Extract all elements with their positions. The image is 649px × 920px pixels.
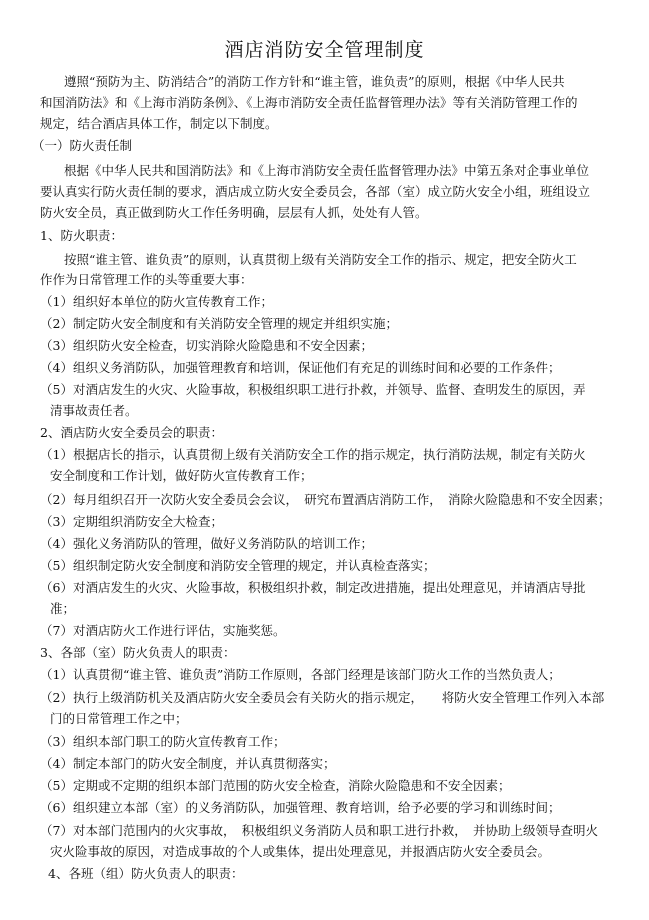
subsection-heading: 1、防火职责：: [40, 228, 123, 243]
list-item: （2）执行上级消防机关及酒店防火安全委员会有关防火的指示规定， 将防火安全管理工作列入本部: [40, 690, 605, 705]
list-item: （6）组织建立本部（室）的义务消防队，加强管理、教育培训，给予必要的学习和训练时间；: [40, 800, 561, 815]
list-item-continuation: 灾火险事故的原因，对造成事故的个人或集体，提出处理意见，并报酒店防火安全委员会。: [50, 844, 551, 859]
intro-line: 规定，结合酒店具体工作，制定以下制度。: [40, 116, 278, 131]
section-paragraph-line: 要认真实行防火责任制的要求，酒店成立防火安全委员会，各部（室）成立防火安全小组，班组设立: [40, 184, 591, 199]
paragraph-line: 作作为日常管理工作的头等重要大事：: [40, 272, 253, 287]
list-item-continuation: 准；: [50, 601, 76, 616]
list-item: （2）每月组织召开一次防火安全委员会会议， 研究布置酒店消防工作， 消除火险隐患和不安全因素；: [40, 492, 611, 507]
page-title: 酒店消防安全管理制度: [224, 39, 425, 61]
list-item: （1）组织好本单位的防火宣传教育工作；: [40, 294, 273, 309]
list-item-continuation: 清事故责任者。: [50, 403, 138, 418]
intro-line: 和国消防法》和《上海市消防条例》、《上海市消防安全责任监督管理办法》等有关消防管理工作的: [40, 95, 578, 110]
list-item-continuation: 安全制度和工作计划，做好防火宣传教育工作；: [50, 468, 313, 483]
section-heading: （一）防火责任制: [32, 138, 133, 153]
list-item: （4）强化义务消防队的管理，做好义务消防队的培训工作；: [40, 536, 373, 551]
list-item-continuation: 门的日常管理工作之中；: [50, 711, 188, 726]
list-item: （7）对本部门范围内的火灾事故， 积极组织义务消防人员和职工进行扑救， 并协助上级领导查明火: [40, 823, 598, 838]
list-item: （5）定期或不定期的组织本部门范围的防火安全检查，消除火险隐患和不安全因素；: [40, 778, 511, 793]
list-item: （1）根据店长的指示，认真贯彻上级有关消防安全工作的指示规定，执行消防法规，制定有关防火: [40, 447, 586, 462]
paragraph-line: 按照“谁主管、谁负责”的原则，认真贯彻上级有关消防安全工作的指示、规定，把安全防火工: [64, 252, 577, 267]
list-item: （3）组织防火安全检查，切实消除火险隐患和不安全因素；: [40, 338, 373, 353]
section-paragraph-line: 根据《中华人民共和国消防法》和《上海市消防安全责任监督管理办法》中第五条对企事业单位: [64, 163, 590, 178]
list-item: （7）对酒店防火工作进行评估，实施奖惩。: [40, 623, 286, 638]
list-item: （1）认真贯彻“谁主管、谁负责”消防工作原则，各部门经理是该部门防火工作的当然负责人；: [40, 667, 561, 682]
subsection-heading: 3、各部（室）防火负责人的职责：: [40, 645, 236, 660]
list-item: （4）制定本部门的防火安全制度，并认真贯彻落实；: [40, 756, 336, 771]
list-item: （3）组织本部门职工的防火宣传教育工作；: [40, 734, 286, 749]
list-item: （5）对酒店发生的火灾、火险事故，积极组织职工进行扑救，并领导、监督、查明发生的原因，弄: [40, 382, 586, 397]
list-item: （5）组织制定防火安全制度和消防安全管理的规定，并认真检查落实；: [40, 558, 436, 573]
intro-line: 遵照“预防为主、防消结合”的消防工作方针和“谁主管，谁负责”的原则，根据《中华人民共: [64, 74, 565, 89]
subsection-heading: 4、各班（组）防火负责人的职责：: [48, 866, 244, 881]
list-item: （4）组织义务消防队，加强管理教育和培训，保证他们有充足的训练时间和必要的工作条件；: [40, 360, 561, 375]
list-item: （3）定期组织消防安全大检查；: [40, 514, 223, 529]
list-item: （6）对酒店发生的火灾、火险事故，积极组织扑救，制定改进措施，提出处理意见，并请酒店导批: [40, 580, 586, 595]
list-item: （2）制定防火安全制度和有关消防安全管理的规定并组织实施；: [40, 316, 398, 331]
subsection-heading: 2、酒店防火安全委员会的职责：: [40, 425, 223, 440]
section-paragraph-line: 防火安全员，真正做到防火工作任务明确，层层有人抓，处处有人管。: [40, 205, 428, 220]
